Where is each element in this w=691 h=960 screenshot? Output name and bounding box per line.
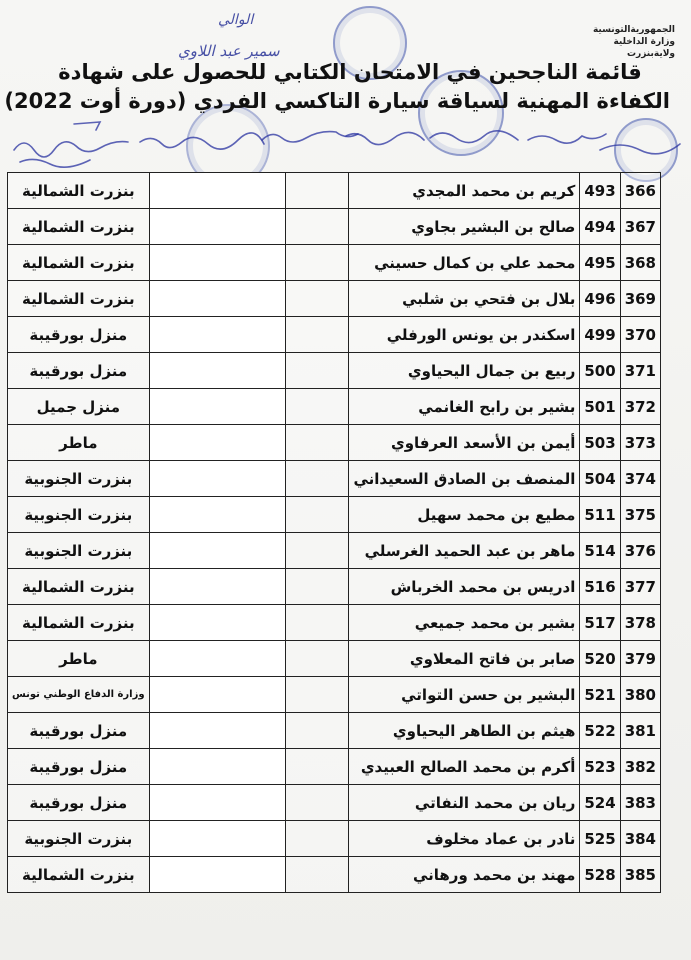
delegation-cell: منزل بورقيبة	[8, 353, 150, 389]
candidate-name: صالح بن البشير بجاوي	[349, 209, 580, 245]
empty-cell	[285, 533, 349, 569]
row-order-number: 385	[620, 857, 660, 893]
delegation-cell: منزل بورقيبة	[8, 317, 150, 353]
redacted-cell	[149, 569, 285, 605]
table-row	[8, 713, 661, 749]
candidate-name: صابر بن فاتح المعلاوي	[349, 641, 580, 677]
table-row	[8, 209, 661, 245]
table-row	[8, 821, 661, 857]
table-row	[8, 317, 661, 353]
candidate-number: 517	[580, 605, 620, 641]
empty-cell	[285, 281, 349, 317]
row-order-number: 370	[620, 317, 660, 353]
delegation-cell: بنزرت الشمالية	[8, 245, 150, 281]
row-order-number: 381	[620, 713, 660, 749]
delegation-cell: بنزرت الشمالية	[8, 605, 150, 641]
empty-cell	[285, 749, 349, 785]
delegation-cell: بنزرت الشمالية	[8, 281, 150, 317]
delegation-cell: منزل بورقيبة	[8, 785, 150, 821]
row-order-number: 369	[620, 281, 660, 317]
candidate-name: اسكندر بن يونس الورفلي	[349, 317, 580, 353]
table-row	[8, 605, 661, 641]
candidate-number: 495	[580, 245, 620, 281]
candidate-name: البشير بن حسن التواتي	[349, 677, 580, 713]
candidate-name: ربيع بن جمال اليحياوي	[349, 353, 580, 389]
candidate-number: 500	[580, 353, 620, 389]
table-row	[8, 173, 661, 209]
delegation-cell: بنزرت الجنوبية	[8, 497, 150, 533]
row-order-number: 383	[620, 785, 660, 821]
redacted-cell	[149, 317, 285, 353]
candidate-number: 525	[580, 821, 620, 857]
row-order-number: 380	[620, 677, 660, 713]
empty-cell	[285, 425, 349, 461]
candidate-name: ادريس بن محمد الخرباش	[349, 569, 580, 605]
table-row	[8, 389, 661, 425]
row-order-number: 378	[620, 605, 660, 641]
empty-cell	[285, 317, 349, 353]
candidate-number: 520	[580, 641, 620, 677]
empty-cell	[285, 569, 349, 605]
row-order-number: 374	[620, 461, 660, 497]
redacted-cell	[149, 461, 285, 497]
row-order-number: 367	[620, 209, 660, 245]
row-order-number: 379	[620, 641, 660, 677]
candidate-name: بلال بن فتحي بن شلبي	[349, 281, 580, 317]
empty-cell	[285, 857, 349, 893]
redacted-cell	[149, 353, 285, 389]
candidate-name: ريان بن محمد النفاتي	[349, 785, 580, 821]
candidate-number: 528	[580, 857, 620, 893]
candidate-name: محمد علي بن كمال حسيني	[349, 245, 580, 281]
row-order-number: 384	[620, 821, 660, 857]
candidate-name: مطيع بن محمد سهيل	[349, 497, 580, 533]
redacted-cell	[149, 677, 285, 713]
table-row	[8, 569, 661, 605]
candidate-number: 521	[580, 677, 620, 713]
delegation-cell: بنزرت الجنوبية	[8, 821, 150, 857]
table-row	[8, 857, 661, 893]
empty-cell	[285, 245, 349, 281]
header-line-governorate: ولايةبنزرت	[626, 49, 675, 59]
table-row	[8, 425, 661, 461]
candidate-number: 494	[580, 209, 620, 245]
candidate-number: 524	[580, 785, 620, 821]
delegation-cell: بنزرت الشمالية	[8, 209, 150, 245]
empty-cell	[285, 209, 349, 245]
row-order-number: 366	[620, 173, 660, 209]
empty-cell	[285, 821, 349, 857]
redacted-cell	[149, 245, 285, 281]
candidate-name: بشير بن محمد جميعي	[349, 605, 580, 641]
delegation-cell: بنزرت الجنوبية	[8, 533, 150, 569]
redacted-cell	[149, 605, 285, 641]
candidate-number: 503	[580, 425, 620, 461]
title-line-1: قائمة الناجحين في الامتحان الكتابي للحصول على شهادة	[58, 60, 642, 84]
candidate-name: هيثم بن الطاهر اليحياوي	[349, 713, 580, 749]
handwritten-signature: الوالي	[218, 12, 254, 28]
results-table	[7, 172, 661, 893]
header-line-republic: الجمهوريةالتونسية	[592, 25, 675, 35]
candidate-name: أيمن بن الأسعد العرفاوي	[349, 425, 580, 461]
empty-cell	[285, 173, 349, 209]
table-row	[8, 749, 661, 785]
candidate-name: ماهر بن عبد الحميد الغرسلي	[349, 533, 580, 569]
candidate-number: 501	[580, 389, 620, 425]
table-row	[8, 497, 661, 533]
empty-cell	[285, 641, 349, 677]
delegation-cell: ماطر	[8, 641, 150, 677]
redacted-cell	[149, 821, 285, 857]
redacted-cell	[149, 857, 285, 893]
candidate-number: 522	[580, 713, 620, 749]
candidate-number: 514	[580, 533, 620, 569]
candidate-name: كريم بن محمد المجدي	[349, 173, 580, 209]
candidate-number: 516	[580, 569, 620, 605]
candidate-name: مهند بن محمد ورهاني	[349, 857, 580, 893]
row-order-number: 373	[620, 425, 660, 461]
table-row	[8, 785, 661, 821]
redacted-cell	[149, 389, 285, 425]
candidate-number: 511	[580, 497, 620, 533]
redacted-cell	[149, 785, 285, 821]
empty-cell	[285, 713, 349, 749]
row-order-number: 371	[620, 353, 660, 389]
candidate-name: أكرم بن محمد الصالح العبيدي	[349, 749, 580, 785]
delegation-cell: بنزرت الجنوبية	[8, 461, 150, 497]
table-row	[8, 245, 661, 281]
delegation-cell: منزل بورقيبة	[8, 749, 150, 785]
delegation-cell: بنزرت الشمالية	[8, 173, 150, 209]
row-order-number: 377	[620, 569, 660, 605]
row-order-number: 376	[620, 533, 660, 569]
empty-cell	[285, 389, 349, 425]
row-order-number: 372	[620, 389, 660, 425]
empty-cell	[285, 605, 349, 641]
title-line-2: الكفاءة المهنية لسياقة سيارة التاكسي الفردي (دورة أوت 2022)	[4, 89, 670, 113]
candidate-number: 496	[580, 281, 620, 317]
table-row	[8, 281, 661, 317]
redacted-cell	[149, 641, 285, 677]
redacted-cell	[149, 173, 285, 209]
table-row	[8, 677, 661, 713]
table-row	[8, 641, 661, 677]
redacted-cell	[149, 209, 285, 245]
delegation-cell: منزل جميل	[8, 389, 150, 425]
candidate-number: 523	[580, 749, 620, 785]
results-table-body	[8, 173, 661, 893]
header-line-ministry: وزارة الداخلية	[613, 37, 675, 47]
empty-cell	[285, 677, 349, 713]
empty-cell	[285, 461, 349, 497]
row-order-number: 382	[620, 749, 660, 785]
redacted-cell	[149, 497, 285, 533]
delegation-cell: منزل بورقيبة	[8, 713, 150, 749]
document-title	[4, 58, 670, 116]
redacted-cell	[149, 425, 285, 461]
candidate-name: نادر بن عماد مخلوف	[349, 821, 580, 857]
delegation-cell: بنزرت الشمالية	[8, 569, 150, 605]
candidate-number: 493	[580, 173, 620, 209]
delegation-cell: بنزرت الشمالية	[8, 857, 150, 893]
handwritten-signature: سمير عبد اللاوي	[178, 42, 280, 60]
row-order-number: 368	[620, 245, 660, 281]
redacted-cell	[149, 713, 285, 749]
delegation-cell: ماطر	[8, 425, 150, 461]
redacted-cell	[149, 749, 285, 785]
candidate-number: 504	[580, 461, 620, 497]
table-row	[8, 461, 661, 497]
row-order-number: 375	[620, 497, 660, 533]
empty-cell	[285, 785, 349, 821]
candidate-name: بشير بن رابح الغانمي	[349, 389, 580, 425]
candidate-name: المنصف بن الصادق السعيداني	[349, 461, 580, 497]
candidate-number: 499	[580, 317, 620, 353]
table-row	[8, 533, 661, 569]
redacted-cell	[149, 281, 285, 317]
empty-cell	[285, 353, 349, 389]
empty-cell	[285, 497, 349, 533]
delegation-cell: وزارة الدفاع الوطني تونس	[8, 677, 150, 713]
table-row	[8, 353, 661, 389]
redacted-cell	[149, 533, 285, 569]
